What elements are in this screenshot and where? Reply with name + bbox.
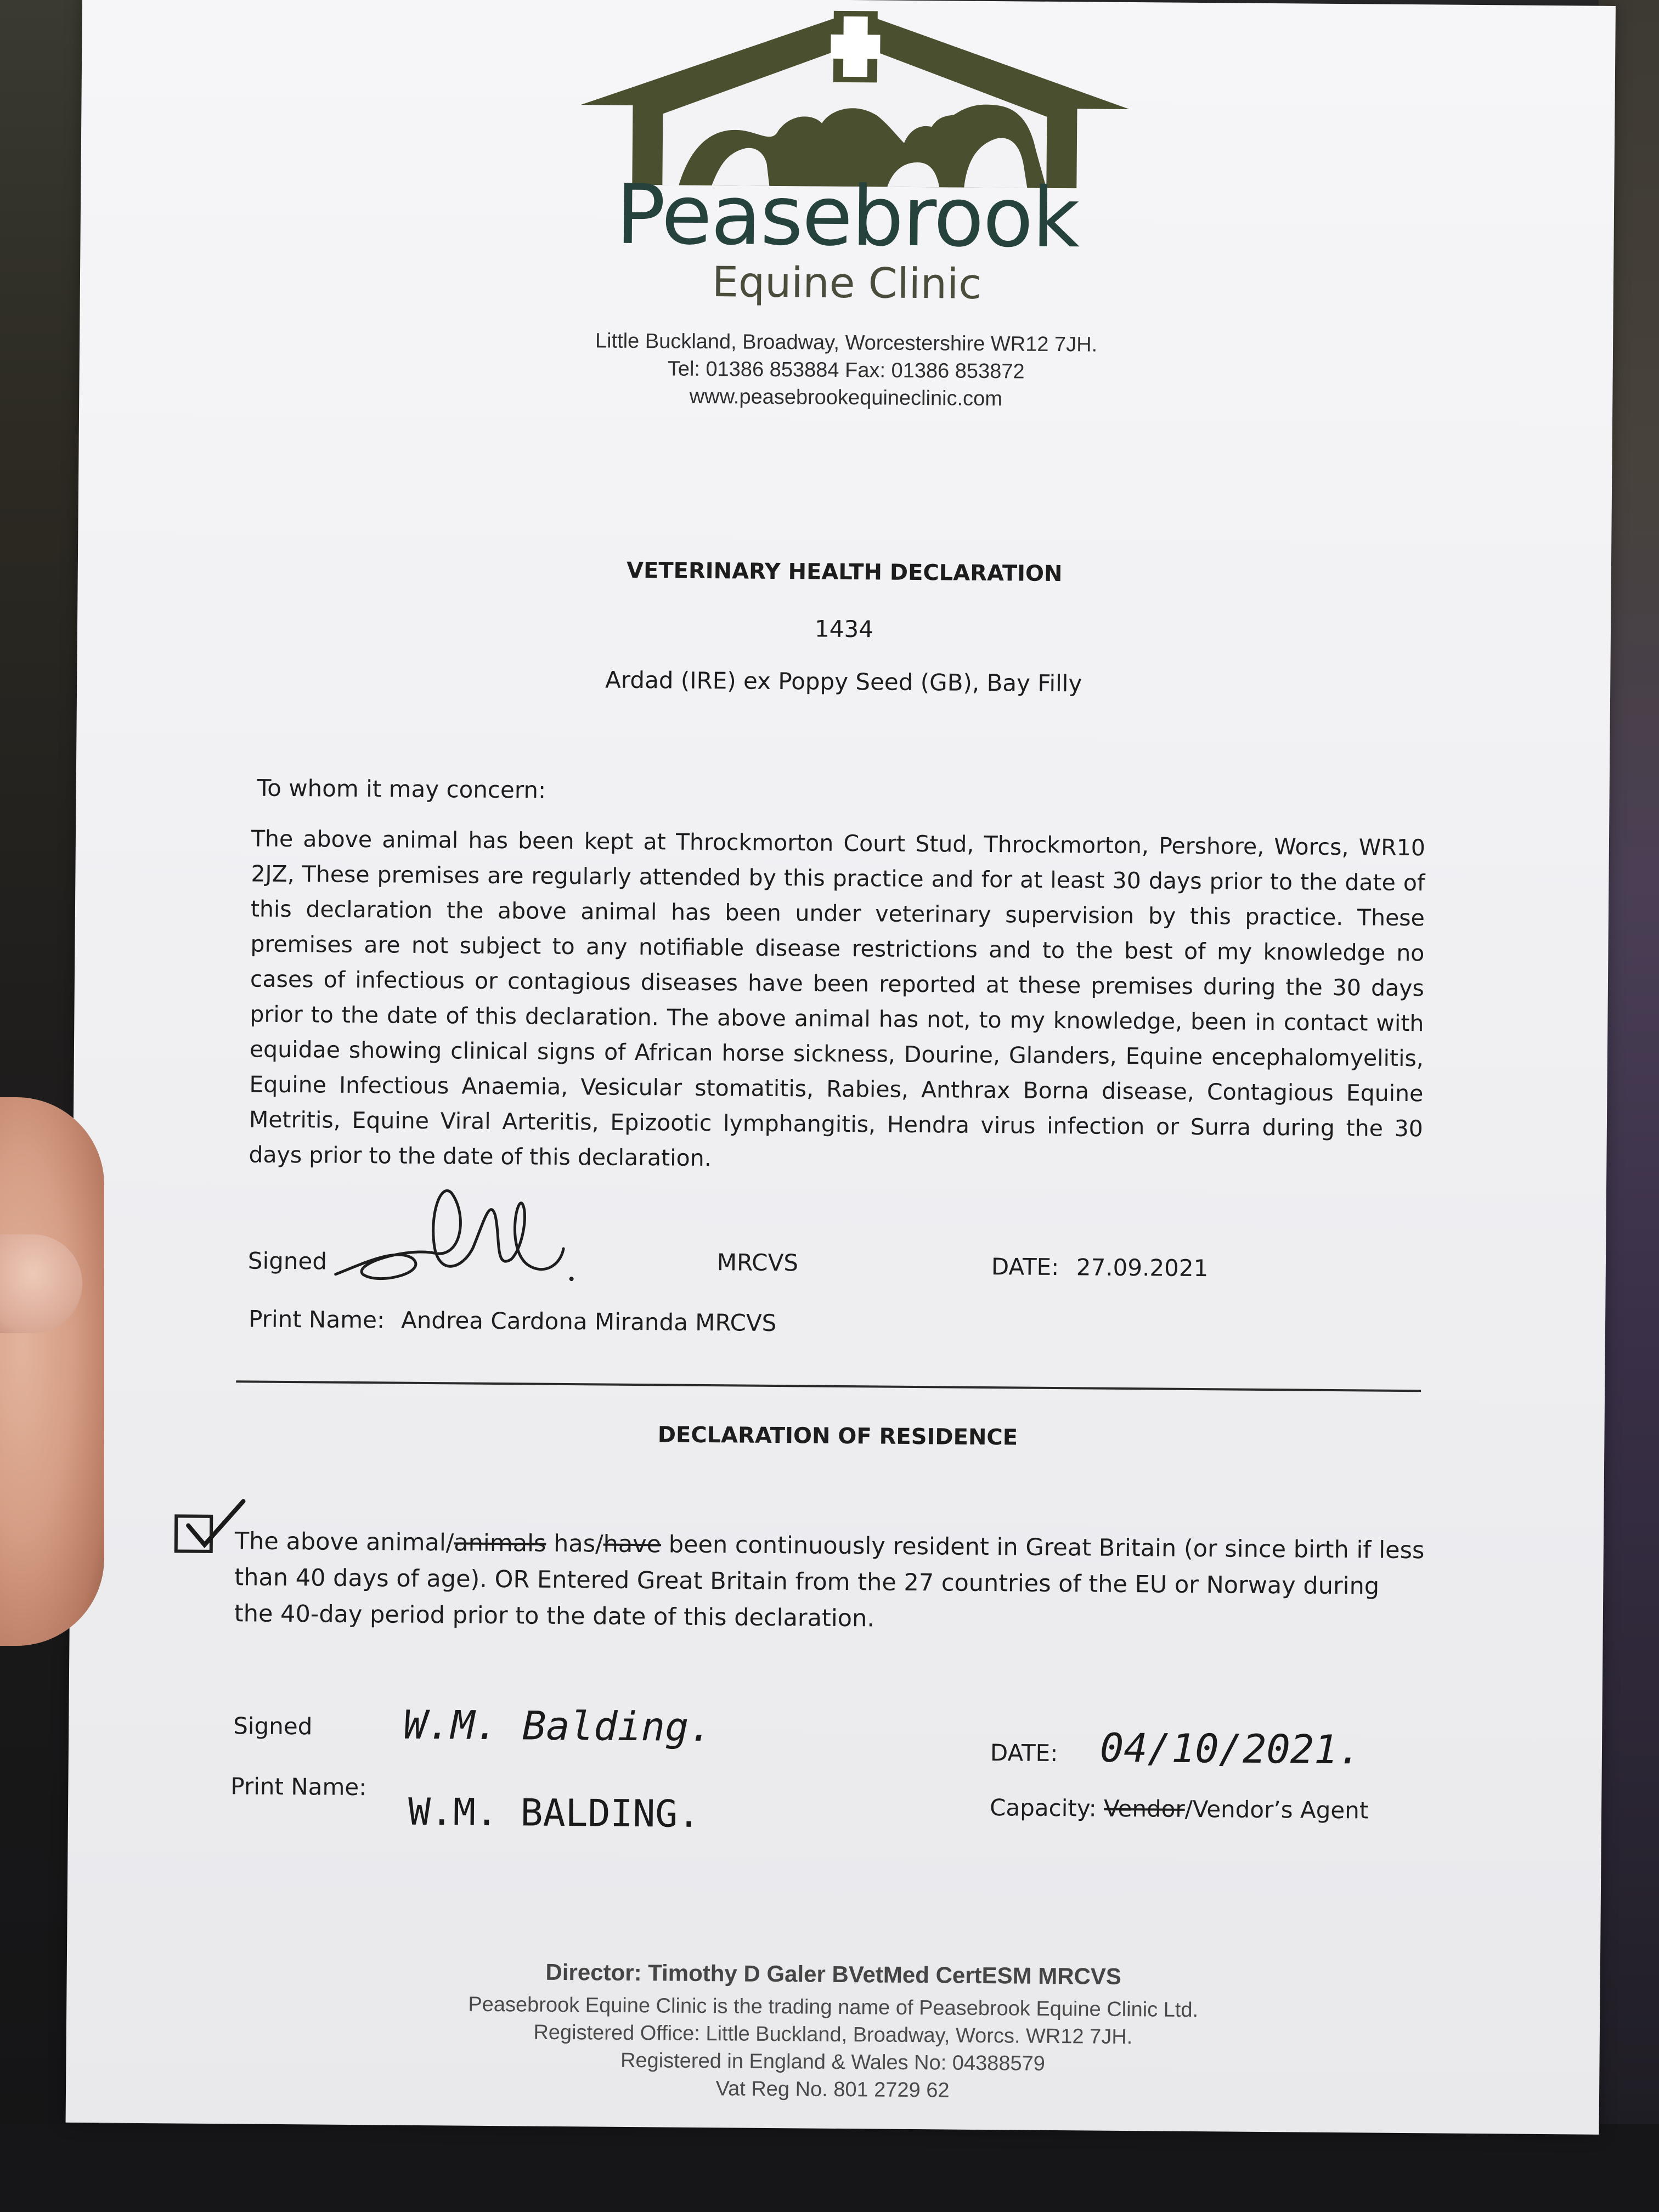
residence-statement [234, 1523, 1425, 1641]
vet-print-name-label: Print Name: [248, 1305, 385, 1334]
vet-date-value: 27.09.2021 [1076, 1254, 1209, 1282]
document-page [66, 0, 1616, 2135]
capacity-label: Capacity: [989, 1794, 1104, 1822]
residence-signature: W.M. Balding. [403, 1701, 713, 1751]
holding-thumb [0, 1097, 104, 1646]
mrcvs-label: MRCVS [716, 1249, 799, 1277]
residence-struck-animals: animals [454, 1529, 546, 1558]
clinic-website: www.peasebrookequineclinic.com [689, 385, 1003, 411]
clinic-logo [580, 3, 1130, 189]
declaration-number: 1434 [814, 615, 874, 643]
health-declaration-title: VETERINARY HEALTH DECLARATION [626, 557, 1063, 587]
background-floor [0, 2124, 1659, 2212]
section-divider [236, 1380, 1421, 1392]
vet-date-label: DATE: [991, 1253, 1059, 1281]
brand-subtitle: Equine Clinic [712, 257, 982, 308]
clinic-phone-fax: Tel: 01386 853884 Fax: 01386 853872 [667, 357, 1025, 383]
residence-date-label: DATE: [990, 1739, 1058, 1767]
animal-description: Ardad (IRE) ex Poppy Seed (GB), Bay Filly [605, 666, 1082, 697]
vet-print-name-value: Andrea Cardona Miranda MRCVS [400, 1306, 777, 1337]
footer-director: Director: Timothy D Galer BVetMed CertESM MRCVS [545, 1959, 1122, 1990]
salutation: To whom it may concern: [257, 774, 546, 804]
residence-print-name-label: Print Name: [230, 1773, 367, 1801]
footer-registered-office: Registered Office: Little Buckland, Broadway, Worcs. WR12 7JH. [533, 2021, 1133, 2049]
residence-text-a: The above animal/ [234, 1527, 454, 1557]
vet-signature [330, 1181, 583, 1293]
capacity-struck-vendor: Vendor [1103, 1795, 1185, 1822]
footer-registration: Registered in England & Wales No: 04388579 [620, 2049, 1046, 2075]
declaration-body: The above animal has been kept at Throckmorton Court Stud, Throckmorton, Pershore, Worcs, WR10 2JZ, These premises are regularly attended by this practice and for at least 30 days prior to the date of this declaration the above animal has been under veterinary supervision by this practice. These premises are not subject to any notifiable disease restrictions and to the best of my knowledge no cases of infectious or contagious diseases have been reported at these premises during the 30 days prior to the date of this declaration. The above animal has not, to my knowledge, been in contact with equidae showing clinical signs of African horse sickness, Dourine, Glanders, Equine encephalomyelitis, Equine Infectious Anaemia, Vesicular stomatitis, Rabies, Anthrax Borna disease, Contagious Equine Metritis, Equine Viral Arteritis, Epizootic lymphangitis, Hendra virus infection or Surra during the 30 days prior to the date of this declaration. [249, 825, 1426, 1172]
residence-text-b: has/ [546, 1530, 603, 1558]
residence-struck-have: have [603, 1530, 662, 1559]
brand-name: Peasebrook [615, 167, 1079, 267]
clinic-address: Little Buckland, Broadway, Worcestershire WR12 7JH. [595, 329, 1098, 357]
capacity-value: /Vendor’s Agent [1184, 1795, 1369, 1824]
residence-title: DECLARATION OF RESIDENCE [657, 1422, 1018, 1451]
vet-signed-label: Signed [247, 1247, 328, 1275]
residence-signed-label: Signed [233, 1712, 313, 1740]
capacity-field [990, 1794, 1369, 1824]
residence-print-name-value: W.M. BALDING. [408, 1790, 701, 1836]
residence-text-c: been continuously resident in Great Britain (or since birth if less than 40 days of age). OR Entered Great Britain from the 27 countries of the EU or Norway during the 40-day period prior to the date of this declaration. [234, 1531, 1425, 1633]
residence-date-value: 04/10/2021. [1099, 1724, 1362, 1773]
footer-vat: Vat Reg No. 801 2729 62 [715, 2077, 950, 2102]
footer-trading-name: Peasebrook Equine Clinic is the trading name of Peasebrook Equine Clinic Ltd. [468, 1993, 1199, 2022]
